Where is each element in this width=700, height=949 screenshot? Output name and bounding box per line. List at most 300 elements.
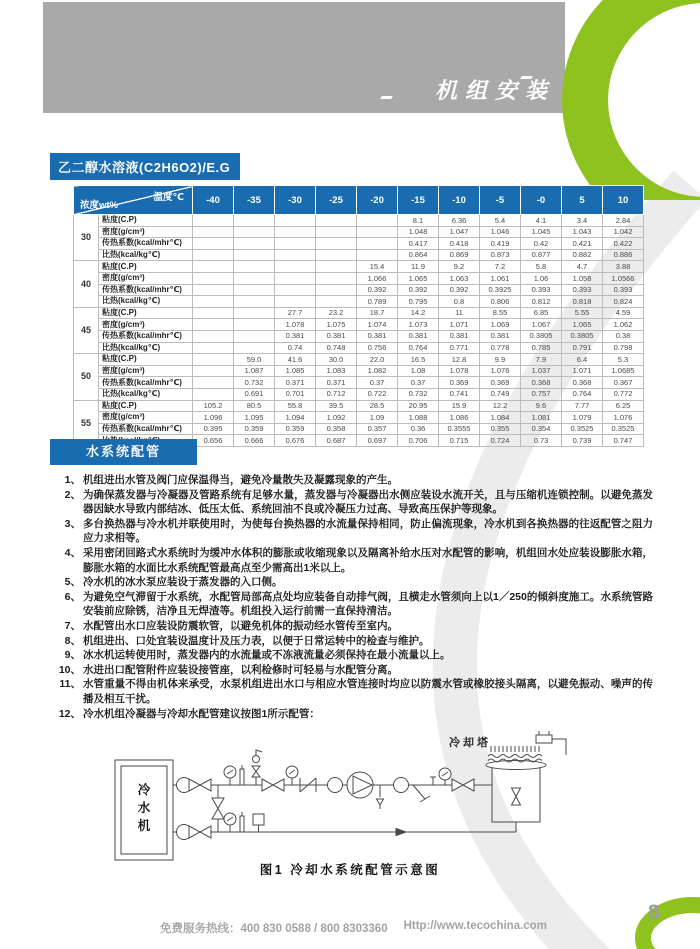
value-cell: 0.3925 xyxy=(480,284,521,296)
value-cell: 1.086 xyxy=(439,412,480,424)
note-number: 5、 xyxy=(64,576,81,589)
piping-note-item xyxy=(57,619,653,634)
value-cell: 0.419 xyxy=(480,238,521,250)
strainer-icon xyxy=(413,785,430,802)
value-cell: 0.357 xyxy=(357,423,398,435)
value-cell: 0.795 xyxy=(398,296,439,308)
value-cell: 1.0566 xyxy=(603,272,644,284)
temperature-header-cell: -25 xyxy=(316,186,357,215)
value-cell xyxy=(193,296,234,308)
value-cell: 41.6 xyxy=(275,354,316,366)
property-label-cell: 密度(g/cm³) xyxy=(99,365,193,377)
page-number: 8 xyxy=(648,901,660,924)
value-cell xyxy=(193,354,234,366)
value-cell: 1.065 xyxy=(398,272,439,284)
value-cell: 0.691 xyxy=(234,388,275,400)
note-text: 冰水机运转使用时，蒸发器内的水流量或不冻液流量必须保持在最小流量以上。 xyxy=(83,649,451,662)
property-label-cell: 密度(g/cm³) xyxy=(99,272,193,284)
value-cell: 5.55 xyxy=(562,307,603,319)
value-cell xyxy=(193,365,234,377)
value-cell: 0.764 xyxy=(398,342,439,354)
piping-note-item xyxy=(57,473,653,488)
value-cell xyxy=(357,226,398,238)
value-cell: 1.092 xyxy=(316,412,357,424)
value-cell xyxy=(275,296,316,308)
note-text: 为避免空气滞留于水系统，水配管局部高点处均应装备自动排气阀，且横走水管须向上以1／250的倾斜度施工。水系统管路安装前应除锈，洁净且无焊渣等。机组投入运行前需一直保持清洁。 xyxy=(83,590,653,618)
table-row xyxy=(74,400,644,412)
value-cell: 105.2 xyxy=(193,400,234,412)
value-cell: 1.076 xyxy=(603,412,644,424)
value-cell: 0.381 xyxy=(316,330,357,342)
note-number: 8、 xyxy=(64,634,81,647)
piping-note-item xyxy=(57,677,653,706)
value-cell: 12.2 xyxy=(480,400,521,412)
value-cell: 0.864 xyxy=(398,249,439,261)
concentration-cell: 50 xyxy=(74,354,99,400)
table-row xyxy=(74,226,644,238)
value-cell: 0.371 xyxy=(275,377,316,389)
service-hotline: 免费服务热线：400 830 0588 / 800 8303360 xyxy=(160,923,388,935)
value-cell: 0.36 xyxy=(398,423,439,435)
value-cell: 1.088 xyxy=(398,412,439,424)
property-label-cell: 密度(g/cm³) xyxy=(99,319,193,331)
value-cell xyxy=(316,284,357,296)
value-cell xyxy=(234,215,275,227)
note-number: 2、 xyxy=(64,488,81,501)
value-cell: 1.083 xyxy=(316,365,357,377)
table-row xyxy=(74,284,644,296)
value-cell: 1.069 xyxy=(480,319,521,331)
value-cell: 0.806 xyxy=(480,296,521,308)
value-cell: 0.747 xyxy=(603,435,644,447)
value-cell: 0.8 xyxy=(439,296,480,308)
value-cell: 0.3805 xyxy=(562,330,603,342)
value-cell: 0.3805 xyxy=(521,330,562,342)
value-cell: 0.824 xyxy=(603,296,644,308)
value-cell: 0.697 xyxy=(357,435,398,447)
cooling-tower-icon xyxy=(486,731,566,770)
value-cell: 1.058 xyxy=(562,272,603,284)
value-cell: 6.25 xyxy=(603,400,644,412)
value-cell: 1.074 xyxy=(357,319,398,331)
temperature-header-cell: 10 xyxy=(603,186,644,215)
property-label-cell: 粘度(C.P) xyxy=(99,307,193,319)
value-cell: 0.354 xyxy=(521,423,562,435)
value-cell: 0.368 xyxy=(562,377,603,389)
value-cell: 1.09 xyxy=(357,412,398,424)
concentration-cell: 40 xyxy=(74,261,99,307)
table-row xyxy=(74,249,644,261)
value-cell: 39.5 xyxy=(316,400,357,412)
value-cell: 4.7 xyxy=(562,261,603,273)
property-label-cell: 密度(g/cm³) xyxy=(99,412,193,424)
value-cell: 0.882 xyxy=(562,249,603,261)
value-cell: 1.065 xyxy=(562,319,603,331)
flex-connector-icon xyxy=(328,778,343,793)
value-cell: 0.381 xyxy=(275,330,316,342)
value-cell: 1.078 xyxy=(275,319,316,331)
corner-bottom-label: 浓度wt% xyxy=(80,200,119,211)
value-cell: 0.392 xyxy=(357,284,398,296)
note-text: 冷水机组冷凝器与冷却水配管建议按图1所示配管： xyxy=(83,707,320,720)
value-cell: 15.4 xyxy=(357,261,398,273)
temperature-header-cell: -30 xyxy=(275,186,316,215)
note-number: 9、 xyxy=(64,649,81,662)
value-cell: 59.0 xyxy=(234,354,275,366)
table-row xyxy=(74,365,644,377)
header-band xyxy=(43,2,565,113)
table-row xyxy=(74,319,644,331)
value-cell: 9.6 xyxy=(521,400,562,412)
value-cell xyxy=(275,215,316,227)
value-cell: 11 xyxy=(439,307,480,319)
value-cell: 1.067 xyxy=(521,319,562,331)
property-label-cell: 粘度(C.P) xyxy=(99,400,193,412)
value-cell: 0.359 xyxy=(275,423,316,435)
value-cell: 0.715 xyxy=(439,435,480,447)
value-cell: 1.047 xyxy=(439,226,480,238)
value-cell: 0.3555 xyxy=(439,423,480,435)
value-cell xyxy=(193,238,234,250)
value-cell xyxy=(234,330,275,342)
value-cell: 80.5 xyxy=(234,400,275,412)
property-label-cell: 传热系数(kcal/mhr℃) xyxy=(99,238,193,250)
piping-note-item xyxy=(57,648,653,663)
value-cell: 1.085 xyxy=(275,365,316,377)
value-cell: 0.785 xyxy=(521,342,562,354)
note-text: 水配管出水口应装设防震软管，以避免机体的振动经水管传至室内。 xyxy=(83,619,398,632)
corner-header-cell xyxy=(74,186,193,215)
table-row xyxy=(74,377,644,389)
value-cell xyxy=(316,272,357,284)
value-cell: 1.08 xyxy=(398,365,439,377)
value-cell: 0.355 xyxy=(480,423,521,435)
value-cell: 1.06 xyxy=(521,272,562,284)
value-cell xyxy=(275,261,316,273)
value-cell: 6.4 xyxy=(562,354,603,366)
value-cell xyxy=(234,319,275,331)
test-plug-icon xyxy=(253,814,264,832)
flow-arrow-icon xyxy=(396,829,406,836)
value-cell: 22.0 xyxy=(357,354,398,366)
value-cell xyxy=(316,226,357,238)
value-cell: 0.687 xyxy=(316,435,357,447)
note-number: 7、 xyxy=(64,619,81,632)
value-cell: 0.764 xyxy=(562,388,603,400)
temperature-header-cell: -40 xyxy=(193,186,234,215)
value-cell xyxy=(193,330,234,342)
piping-notes-list xyxy=(57,473,653,721)
value-cell: 30.0 xyxy=(316,354,357,366)
table-row xyxy=(74,238,644,250)
value-cell: 1.043 xyxy=(562,226,603,238)
value-cell: 0.3525 xyxy=(562,423,603,435)
value-cell: 0.418 xyxy=(439,238,480,250)
property-label-cell: 比热(kcal/kg℃) xyxy=(99,249,193,261)
value-cell: 3.88 xyxy=(603,261,644,273)
value-cell: 1.062 xyxy=(603,319,644,331)
value-cell: 0.798 xyxy=(603,342,644,354)
glycol-property-table xyxy=(73,185,644,447)
value-cell: 0.37 xyxy=(398,377,439,389)
piping-note-item xyxy=(57,575,653,590)
diagram-caption: 图1 冷却水系统配管示意图 xyxy=(259,863,441,877)
note-text: 水管重量不得由机体来承受，水泵机组进出水口与相应水管连接时均应以防震水管或橡胶接头隔离，以避免振动、噪声的传播及相互干扰。 xyxy=(83,678,653,705)
value-cell: 0.656 xyxy=(193,435,234,447)
value-cell: 6.36 xyxy=(439,215,480,227)
value-cell xyxy=(193,342,234,354)
property-label-cell: 比热(kcal/kg℃) xyxy=(99,388,193,400)
table-row xyxy=(74,388,644,400)
value-cell: 0.369 xyxy=(439,377,480,389)
value-cell xyxy=(193,284,234,296)
value-cell xyxy=(316,296,357,308)
value-cell xyxy=(234,226,275,238)
value-cell: 0.74 xyxy=(275,342,316,354)
note-number: 4、 xyxy=(64,546,81,559)
property-label-cell: 传热系数(kcal/mhr℃) xyxy=(99,377,193,389)
note-number: 12、 xyxy=(58,707,81,720)
table-row xyxy=(74,423,644,435)
value-cell: 0.757 xyxy=(521,388,562,400)
value-cell: 1.071 xyxy=(562,365,603,377)
value-cell: 9.9 xyxy=(480,354,521,366)
value-cell: 28.5 xyxy=(357,400,398,412)
property-label-cell: 粘度(C.P) xyxy=(99,215,193,227)
piping-note-item xyxy=(57,663,653,678)
value-cell: 5.8 xyxy=(521,261,562,273)
temperature-header-cell: -10 xyxy=(439,186,480,215)
page-title: 机组安装 xyxy=(435,78,556,103)
green-crescent-icon xyxy=(535,0,700,200)
value-cell: 0.37 xyxy=(357,377,398,389)
value-cell: 0.381 xyxy=(357,330,398,342)
value-cell: 1.061 xyxy=(480,272,521,284)
value-cell: 0.395 xyxy=(193,423,234,435)
value-cell xyxy=(193,377,234,389)
property-label-cell: 粘度(C.P) xyxy=(99,354,193,366)
value-cell: 0.706 xyxy=(398,435,439,447)
value-cell: 0.42 xyxy=(521,238,562,250)
temperature-header-row xyxy=(74,186,644,215)
tower-valve-icon xyxy=(512,788,521,805)
table-row xyxy=(74,354,644,366)
value-cell: 1.037 xyxy=(521,365,562,377)
value-cell: 0.381 xyxy=(439,330,480,342)
value-cell: 0.381 xyxy=(398,330,439,342)
concentration-cell: 45 xyxy=(74,307,99,353)
value-cell xyxy=(234,342,275,354)
note-text: 冷水机的冰水泵应装设于蒸发器的入口侧。 xyxy=(83,576,283,589)
value-cell: 0.791 xyxy=(562,342,603,354)
temperature-header-cell: -15 xyxy=(398,186,439,215)
property-label-cell: 比热(kcal/kg℃) xyxy=(99,296,193,308)
section-title-bar: 水系统配管 xyxy=(50,439,197,465)
pump-icon xyxy=(347,772,373,798)
value-cell: 15.9 xyxy=(439,400,480,412)
chiller-label: 冷水机 xyxy=(137,783,151,833)
value-cell: 1.078 xyxy=(439,365,480,377)
bypass-valve-icon xyxy=(212,798,224,819)
value-cell: 0.676 xyxy=(275,435,316,447)
value-cell: 0.886 xyxy=(603,249,644,261)
value-cell: 0.417 xyxy=(398,238,439,250)
value-cell: 0.712 xyxy=(316,388,357,400)
value-cell: 1.079 xyxy=(562,412,603,424)
note-text: 机组进出水管及阀门应保温得当，避免冷量散失及凝露现象的产生。 xyxy=(83,474,398,486)
note-number: 11、 xyxy=(59,678,81,691)
value-cell: 0.367 xyxy=(603,377,644,389)
note-number: 3、 xyxy=(64,517,81,530)
value-cell: 12.8 xyxy=(439,354,480,366)
value-cell: 0.724 xyxy=(480,435,521,447)
value-cell: 16.5 xyxy=(398,354,439,366)
value-cell: 0.877 xyxy=(521,249,562,261)
note-text: 为确保蒸发器与冷凝器及管路系统有足够水量，蒸发器与冷凝器出水侧应装设水流开关，且与压缩机连锁控制。以避免蒸发器因缺水导致内部结冰、低压太低、系统回油不良或冷凝压力过高、导致高压保护等现象。 xyxy=(83,488,653,516)
value-cell xyxy=(316,238,357,250)
note-number: 1、 xyxy=(64,474,81,486)
value-cell: 6.85 xyxy=(521,307,562,319)
value-cell: 55.8 xyxy=(275,400,316,412)
value-cell: 18.7 xyxy=(357,307,398,319)
value-cell: 0.701 xyxy=(275,388,316,400)
value-cell: 1.094 xyxy=(275,412,316,424)
value-cell: 1.095 xyxy=(234,412,275,424)
table-row xyxy=(74,272,644,284)
value-cell: 0.371 xyxy=(316,377,357,389)
value-cell xyxy=(193,388,234,400)
vent-tick-icon xyxy=(430,777,436,785)
value-cell xyxy=(357,215,398,227)
value-cell xyxy=(193,307,234,319)
value-cell: 0.741 xyxy=(439,388,480,400)
value-cell xyxy=(193,261,234,273)
concentration-cell: 30 xyxy=(74,215,99,261)
value-cell: 7.2 xyxy=(480,261,521,273)
table-row xyxy=(74,261,644,273)
value-cell: 0.421 xyxy=(562,238,603,250)
footer xyxy=(160,920,640,936)
value-cell: 7.77 xyxy=(562,400,603,412)
value-cell xyxy=(357,249,398,261)
value-cell: 2.84 xyxy=(603,215,644,227)
value-cell: 1.076 xyxy=(480,365,521,377)
piping-note-item xyxy=(57,707,653,722)
value-cell: 5.4 xyxy=(480,215,521,227)
value-cell: 1.045 xyxy=(521,226,562,238)
value-cell: 1.075 xyxy=(316,319,357,331)
piping-note-item xyxy=(57,517,653,546)
value-cell xyxy=(275,226,316,238)
value-cell xyxy=(234,272,275,284)
value-cell: 1.048 xyxy=(398,226,439,238)
value-cell: 1.073 xyxy=(398,319,439,331)
value-cell: 0.393 xyxy=(562,284,603,296)
value-cell xyxy=(234,238,275,250)
value-cell: 0.748 xyxy=(316,342,357,354)
value-cell: 0.73 xyxy=(521,435,562,447)
value-cell: 0.358 xyxy=(316,423,357,435)
value-cell: 4.59 xyxy=(603,307,644,319)
temperature-header-cell: -35 xyxy=(234,186,275,215)
corner-top-label: 温度℃ xyxy=(153,192,184,203)
value-cell: 23.2 xyxy=(316,307,357,319)
property-label-cell: 传热系数(kcal/mhr℃) xyxy=(99,330,193,342)
value-cell: 1.063 xyxy=(439,272,480,284)
piping-note-item xyxy=(57,546,653,575)
value-cell: 0.749 xyxy=(480,388,521,400)
value-cell: 27.7 xyxy=(275,307,316,319)
value-cell: 0.771 xyxy=(439,342,480,354)
value-cell: 1.081 xyxy=(521,412,562,424)
value-cell: 20.95 xyxy=(398,400,439,412)
thermometer-icon xyxy=(240,765,244,832)
value-cell: 0.393 xyxy=(521,284,562,296)
value-cell xyxy=(193,319,234,331)
piping-note-item xyxy=(57,590,653,619)
air-vent-icon xyxy=(252,750,262,785)
value-cell xyxy=(193,272,234,284)
table-row xyxy=(74,412,644,424)
title-accent-dash xyxy=(380,96,393,99)
value-cell xyxy=(193,215,234,227)
concentration-cell: 55 xyxy=(74,400,99,446)
value-cell xyxy=(275,249,316,261)
value-cell: 0.722 xyxy=(357,388,398,400)
note-text: 采用密闭回路式水系统时为缓冲水体积的膨胀或收缩现象以及隔离补给水压对水配管的影响，机组回水处应装设膨胀水箱，膨胀水箱的水面比水系统配管最高点至少需高出1米以上。 xyxy=(83,546,653,574)
value-cell xyxy=(275,284,316,296)
flex-connector-icon xyxy=(394,778,409,793)
value-cell: 3.4 xyxy=(562,215,603,227)
website-url[interactable]: Http://www.tecochina.com xyxy=(403,920,547,932)
value-cell: 0.789 xyxy=(357,296,398,308)
note-text: 多台换热器与冷水机并联使用时，为使每台换热器的水流量保持相同，防止偏流现象，冷水机到各换热器的往返配管之阻力应力求相等。 xyxy=(83,517,653,545)
pipe-lines xyxy=(173,785,516,832)
value-cell: 0.732 xyxy=(398,388,439,400)
value-cell: 7.9 xyxy=(521,354,562,366)
value-cell xyxy=(316,261,357,273)
value-cell: 4.1 xyxy=(521,215,562,227)
value-cell xyxy=(316,249,357,261)
value-cell: 0.756 xyxy=(357,342,398,354)
value-cell: 1.087 xyxy=(234,365,275,377)
value-cell: 1.042 xyxy=(603,226,644,238)
value-cell: 8.55 xyxy=(480,307,521,319)
value-cell xyxy=(234,296,275,308)
value-cell: 1.046 xyxy=(480,226,521,238)
value-cell: 1.071 xyxy=(439,319,480,331)
value-cell xyxy=(234,284,275,296)
value-cell: 0.869 xyxy=(439,249,480,261)
value-cell xyxy=(193,226,234,238)
value-cell: 0.368 xyxy=(521,377,562,389)
note-text: 水进出口配管附件应装设接管座，以利检修时可轻易与水配管分离。 xyxy=(83,663,398,676)
value-cell xyxy=(357,238,398,250)
temperature-header-cell: -5 xyxy=(480,186,521,215)
value-cell: 0.392 xyxy=(439,284,480,296)
value-cell: 1.0685 xyxy=(603,365,644,377)
tower-label: 冷却塔 xyxy=(449,737,491,749)
piping-note-item xyxy=(57,488,653,517)
value-cell: 1.082 xyxy=(357,365,398,377)
table-row xyxy=(74,342,644,354)
value-cell: 0.778 xyxy=(480,342,521,354)
value-cell: 0.38 xyxy=(603,330,644,342)
property-label-cell: 传热系数(kcal/mhr℃) xyxy=(99,284,193,296)
property-label-cell: 密度(g/cm³) xyxy=(99,226,193,238)
value-cell: 0.3525 xyxy=(603,423,644,435)
piping-note-item xyxy=(57,634,653,649)
